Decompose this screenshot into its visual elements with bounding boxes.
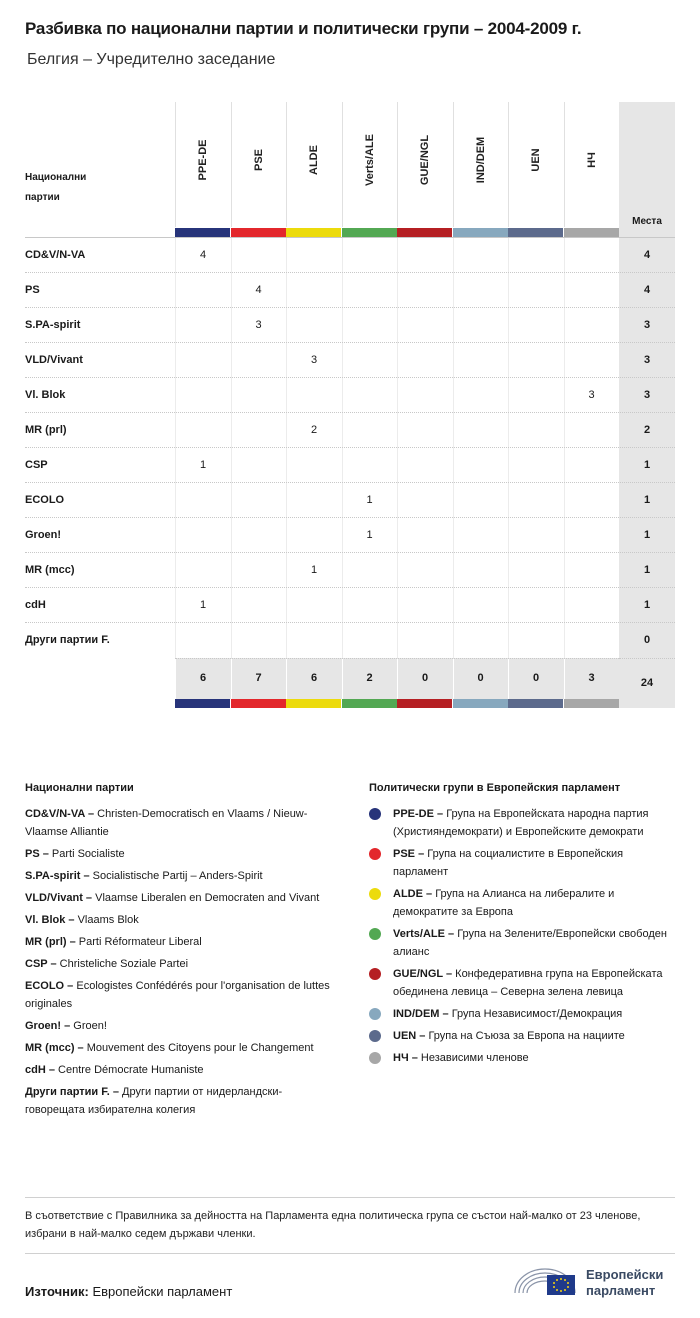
national-parties-header: Национални партии (25, 172, 87, 203)
seat-cell: 3 (231, 308, 286, 343)
seat-cell: 3 (564, 378, 619, 413)
seat-cell (175, 413, 230, 448)
national-parties-legend (25, 782, 340, 1123)
group-color-dot-icon (369, 1008, 381, 1020)
row-seats: 1 (643, 599, 651, 611)
row-seats: 3 (643, 354, 651, 366)
totals-row (175, 658, 619, 699)
group-color-dot-icon (369, 1052, 381, 1064)
seat-cell: 1 (175, 448, 230, 483)
seat-cell (175, 518, 230, 553)
group-total: 0 (397, 659, 452, 700)
seat-cell (231, 553, 286, 588)
national-party-legend-item: PS – Parti Socialiste (25, 848, 125, 860)
seat-cell (508, 483, 563, 518)
seat-cell (508, 308, 563, 343)
row-seats: 3 (643, 319, 651, 331)
seat-cell (453, 343, 508, 378)
seat-cell (286, 308, 341, 343)
group-header-6 (508, 102, 563, 227)
seat-cell (175, 483, 230, 518)
table-header (25, 102, 675, 237)
group-header-label: НЧ (585, 152, 598, 168)
seat-cell (397, 273, 452, 308)
group-total: 2 (342, 659, 397, 700)
seat-cell (564, 518, 619, 553)
table-row (25, 517, 675, 552)
group-total: 7 (231, 659, 286, 700)
row-seats: 1 (643, 494, 651, 506)
seat-cell (397, 448, 452, 483)
group-color-bar-bottom (508, 699, 563, 708)
page-subtitle: Белгия – Учредително заседание (27, 51, 276, 68)
table-row (25, 412, 675, 447)
national-party-legend-item: ECOLO – Ecologistes Confédérés pour l'organisation de luttes originales (25, 980, 330, 1010)
seat-cell (286, 518, 341, 553)
group-color-bar (231, 228, 286, 237)
seat-cell (397, 238, 452, 273)
seat-cell (342, 273, 397, 308)
party-name: CSP (25, 459, 48, 471)
seat-cell (508, 553, 563, 588)
group-color-bar-bottom (231, 699, 286, 708)
group-total: 0 (508, 659, 563, 700)
group-color-dot-icon (369, 1030, 381, 1042)
row-seats: 4 (643, 249, 651, 261)
national-party-legend-item: cdH – Centre Démocrate Humaniste (25, 1064, 204, 1076)
political-group-legend-item: НЧ – Независими членове (369, 1049, 679, 1067)
seat-cell (508, 588, 563, 623)
seat-cell (453, 273, 508, 308)
seat-cell (231, 413, 286, 448)
seat-cell: 2 (286, 413, 341, 448)
group-color-bar-bottom (397, 699, 452, 708)
party-name: S.PA-spirit (25, 319, 81, 331)
seat-cell (175, 623, 230, 658)
seat-cell (508, 343, 563, 378)
national-party-legend-item: CD&V/N-VA – Christen-Democratisch en Vlaams / Nieuw-Vlaamse Alliantie (25, 808, 308, 838)
seat-cell (397, 553, 452, 588)
seat-cell (564, 448, 619, 483)
seat-cell (564, 413, 619, 448)
group-color-bar-bottom (342, 699, 397, 708)
seat-cell (342, 623, 397, 658)
group-header-label: PSE (252, 148, 265, 172)
seat-cell (231, 518, 286, 553)
seat-cell (453, 553, 508, 588)
group-color-bar-bottom (175, 699, 230, 708)
seat-cell (231, 238, 286, 273)
seat-cell (397, 588, 452, 623)
seat-cell (564, 273, 619, 308)
national-party-legend-item: Vl. Blok – Vlaams Blok (25, 914, 139, 926)
political-group-legend-item: PSE – Група на социалистите в Европейския парламент (369, 845, 679, 881)
group-color-dot-icon (369, 888, 381, 900)
seat-cell: 4 (175, 238, 230, 273)
seat-cell (508, 238, 563, 273)
parliament-hemicycle-icon (512, 1260, 578, 1300)
seat-cell (564, 483, 619, 518)
seat-cell (286, 378, 341, 413)
party-name: cdH (25, 599, 46, 611)
seat-cell (508, 413, 563, 448)
seat-cell (286, 483, 341, 518)
national-party-legend-item: VLD/Vivant – Vlaamse Liberalen en Democraten and Vivant (25, 892, 320, 904)
group-header-0 (175, 102, 230, 227)
row-seats: 1 (643, 564, 651, 576)
political-group-legend-item: GUE/NGL – Конфедеративна група на Европейската обединена левица – Северна зелена левица (369, 965, 679, 1001)
seat-cell: 1 (286, 553, 341, 588)
seat-cell (342, 343, 397, 378)
seat-cell (342, 308, 397, 343)
group-total: 3 (564, 659, 619, 700)
political-group-legend-item: IND/DEM – Група Независимост/Демокрация (369, 1005, 679, 1023)
seat-cell (397, 483, 452, 518)
source-label: Източник: (25, 1284, 89, 1299)
group-header-4 (397, 102, 452, 227)
group-color-bar (175, 228, 230, 237)
seats-header: Места (632, 216, 662, 227)
row-seats: 0 (643, 634, 651, 646)
group-color-dot-icon (369, 968, 381, 980)
seat-cell (397, 623, 452, 658)
row-seats: 2 (643, 424, 651, 436)
seat-cell (564, 623, 619, 658)
seat-cell (453, 483, 508, 518)
group-total: 6 (286, 659, 341, 700)
seat-cell (175, 378, 230, 413)
national-party-legend-item: MR (prl) – Parti Réformateur Liberal (25, 936, 202, 948)
seat-cell: 1 (175, 588, 230, 623)
group-color-bar (397, 228, 452, 237)
seat-cell: 3 (286, 343, 341, 378)
party-name: CD&V/N-VA (25, 249, 86, 261)
political-group-legend-item: Verts/ALE – Група на Зелените/Европейски свободен алианс (369, 925, 679, 961)
rules-note: В съответствие с Правилника за дейността на Парламента една политическа група се състои най-малко от 23 членове, избрани в най-малко седем държави членки. (25, 1197, 675, 1254)
seat-cell (342, 588, 397, 623)
party-name: MR (prl) (25, 424, 67, 436)
seat-cell (342, 448, 397, 483)
group-color-bar (564, 228, 619, 237)
group-header-label: ALDE (308, 145, 320, 175)
seat-cell (453, 238, 508, 273)
seat-cell (342, 413, 397, 448)
national-party-legend-item: S.PA-spirit – Socialistische Partij – Anders-Spirit (25, 870, 263, 882)
european-parliament-logo (512, 1260, 682, 1300)
seat-cell (231, 588, 286, 623)
political-group-legend-item: UEN – Група на Съюза за Европа на нациите (369, 1027, 679, 1045)
seat-cell (453, 448, 508, 483)
seat-cell (397, 378, 452, 413)
seat-cell (564, 588, 619, 623)
group-color-bar-bottom (453, 699, 508, 708)
table-row (25, 587, 675, 622)
group-header-label: PPE-DE (197, 139, 209, 181)
party-name: Други партии F. (25, 634, 110, 646)
group-header-label: UEN (530, 148, 542, 172)
seat-cell (453, 378, 508, 413)
seat-cell (286, 238, 341, 273)
row-seats: 1 (643, 529, 651, 541)
group-header-2 (286, 102, 341, 227)
table-row (25, 482, 675, 517)
table-row (25, 307, 675, 342)
group-header-5 (453, 102, 508, 227)
page-title: Разбивка по национални партии и политически групи – 2004-2009 г. (25, 19, 582, 38)
seat-cell (342, 238, 397, 273)
seat-cell (286, 588, 341, 623)
group-header-label: IND/DEM (474, 136, 487, 184)
seat-cell (453, 518, 508, 553)
seat-cell (508, 623, 563, 658)
table-row (25, 377, 675, 412)
party-name: Groen! (25, 529, 62, 541)
table-row (25, 447, 675, 482)
seat-cell (397, 413, 452, 448)
group-color-bar (342, 228, 397, 237)
group-total: 0 (453, 659, 508, 700)
national-party-legend-item: Groen! – Groen! (25, 1020, 107, 1032)
table-row (25, 342, 675, 377)
group-color-dot-icon (369, 848, 381, 860)
seat-cell (564, 343, 619, 378)
table-row (25, 237, 675, 272)
national-party-legend-item: Други партии F. – Други партии от нидерландски-говорещата избирателна колегия (25, 1086, 283, 1116)
seat-cell (453, 623, 508, 658)
row-seats: 1 (643, 459, 651, 471)
row-seats: 3 (643, 389, 651, 401)
source-text: Европейски парламент (92, 1284, 233, 1299)
group-color-bar (508, 228, 563, 237)
group-header-7 (564, 102, 619, 227)
group-color-dot-icon (369, 928, 381, 940)
seat-cell (453, 308, 508, 343)
seat-cell (231, 448, 286, 483)
political-groups-legend-title: Политически групи в Европейския парламент (369, 782, 621, 794)
row-seats: 4 (643, 284, 651, 296)
group-color-bar-bottom (286, 699, 341, 708)
group-color-bar (453, 228, 508, 237)
seat-cell (508, 378, 563, 413)
seat-cell (231, 378, 286, 413)
seat-cell (397, 343, 452, 378)
seat-cell (397, 308, 452, 343)
seat-cell (397, 518, 452, 553)
group-color-dot-icon (369, 808, 381, 820)
seat-cell (508, 518, 563, 553)
group-total: 6 (175, 659, 230, 700)
party-name: VLD/Vivant (25, 354, 83, 366)
seat-cell (175, 553, 230, 588)
political-group-legend-item: PPE-DE – Група на Европейската народна партия (Християндемократи) и Европейските демократи (369, 805, 679, 841)
seat-cell (231, 343, 286, 378)
group-header-label: GUE/NGL (419, 134, 431, 186)
total-seats: 24 (619, 658, 675, 708)
group-header-1 (231, 102, 286, 227)
seat-cell (564, 553, 619, 588)
seat-cell (175, 273, 230, 308)
group-header-3 (342, 102, 397, 227)
seat-cell (453, 413, 508, 448)
party-name: Vl. Blok (25, 389, 66, 401)
seat-cell: 1 (342, 518, 397, 553)
seat-cell (231, 483, 286, 518)
table-row (25, 622, 675, 657)
table-row (25, 272, 675, 307)
party-name: ECOLO (25, 494, 65, 506)
national-parties-legend-title: Национални партии (25, 782, 134, 794)
seat-cell (342, 553, 397, 588)
logo-text: Европейски парламент (586, 1267, 664, 1298)
seat-cell (286, 623, 341, 658)
national-party-legend-item: CSP – Christeliche Soziale Partei (25, 958, 189, 970)
seat-cell (175, 308, 230, 343)
seat-cell (508, 273, 563, 308)
seat-cell (453, 588, 508, 623)
group-header-label: Verts/ALE (363, 134, 376, 186)
seat-cell (342, 378, 397, 413)
seat-cell (286, 273, 341, 308)
political-groups-legend (369, 782, 679, 1071)
seat-cell (564, 308, 619, 343)
seat-cell: 4 (231, 273, 286, 308)
party-name: MR (mcc) (25, 564, 75, 576)
seat-cell: 1 (342, 483, 397, 518)
seat-cell (231, 623, 286, 658)
seat-cell (175, 343, 230, 378)
group-color-bar (286, 228, 341, 237)
group-color-bar-bottom (564, 699, 619, 708)
seat-cell (286, 448, 341, 483)
national-party-legend-item: MR (mcc) – Mouvement des Citoyens pour le Changement (25, 1042, 314, 1054)
political-group-legend-item: ALDE – Група на Алианса на либералите и демократите за Европа (369, 885, 679, 921)
seat-cell (564, 238, 619, 273)
seat-cell (508, 448, 563, 483)
party-name: PS (25, 284, 40, 296)
source (25, 1284, 232, 1299)
table-row (25, 552, 675, 587)
